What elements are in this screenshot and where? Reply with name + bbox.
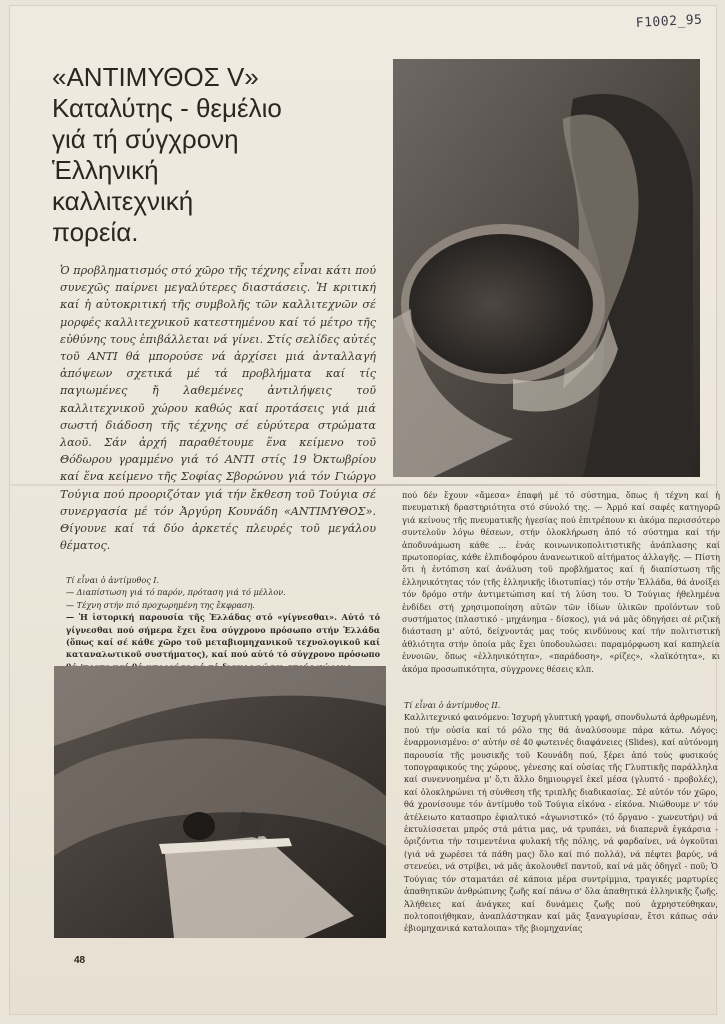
archive-reference: F1002_95 (635, 12, 703, 31)
section-body: Καλλιτεχνικό φαινόμενο: Ἰσχυρή γλυπτική γραφή, σπονδυλωτά ἀρθρωμένη, πού τήν οὐσία καί τό ρόλο της θά ἀναλύσουμε πάρα κάτω. Λόγος: ἐναρμονισμένο: σ' αὐτήν σέ 40 φωτεινές διαφάνειες (Slides), καί αὐτόνομη παρουσία τῆς μουσικῆς τοῦ Κουνάδη πού, ξέρει ἀπό τούς φυσικούς τοπογραφικούς της χώρους, γένεσης καί οὐσίας τῆς Γλυπτικῆς παράλληλα καί συνεννοημένα μ' ὅ,τι ἄλλο δημιουργεῖ ἐκεῖ μέσα (γλυπτό - προβολές), καί ὁλοκληρώνει τή σύνθεση τῆς τριπλῆς διαδικασίας. Σέ αὐτόν τόν χῶρο, θά χρονίσουμε τόν ἀντίμυθο τοῦ Τούγια εἰκόνα - εἰκόνα. Νιώθουμε ν' τόν ἀτέλειωτο κατασπρο ἐφιαλτικό «ἀγωνιστικό» (τό ὄργανο - χωνευτήρι) νά ἐκτυλίσσεται μπρός στά μάτια μας, νά τρυπάει, νά διαπερνᾶ ἐγκάρσια - ὁριζόντια τήν τσιμεντένια φυλακή τῆς πόλης, νά φαρδαίνει, νά ὀγκοῦται (γιά νά χωρέσει τά πάθη μας) ὅλο καί πιό πολλά), νά πέφτει βαρύς, νά στενεύει, νά στρίβει, νά μᾶς ἀκολουθεῖ παντοῦ, καί νά μᾶς ὁδηγεῖ - ποῦ; Ὁ Τούγιας τόν σταματάει σέ κάποια μέρα συντρίμμια, τραγικές μαρτυρίες ἀπαθητικῶν ἀνθρώπινης ζωῆς καί πάνω σ' ὅλα ἀπαθητικά ἐλληνικῆς ζωῆς. Ἀλήθειες καί ἀνάγκες καί δυνάμεις ζωῆς πού ἀχρηστεύθηκαν, πολτοποιήθηκαν, ἀναπλάστηκαν καί μᾶς ξαναγυρίσαν, ἔτσι κάπως σάν ἑβιομηχανικά καταλοιπα» τῆς βιομηχανίας (404, 712, 718, 934)
section-antimythos-2 (404, 699, 718, 937)
title-line: γιά τή σύγχρονη (52, 124, 239, 154)
section-item: — Διαπίστωση γιά τό παρόν, πρόταση γιά τό μέλλον. (66, 587, 286, 598)
section-item: — Τέχνη στήν πιό προχωρημένη της ἔκφραση. (66, 599, 255, 610)
page-number: 48 (74, 955, 86, 966)
section-antimythos-1 (66, 574, 380, 660)
title-line: πορεία. (52, 217, 139, 247)
article-title (52, 62, 362, 262)
section-antimythos-1-continued: πού δέν ἔχουν «ἄμεσα» ἐπαφή μέ τό σύστημα, ὅπως ἡ τέχνη καί ἡ πνευματική δραστηριότητα στό σύνολό της. — Ἀρμό καί σαφές κατηγορῶ γιά κείνους τῆς πνευματικῆς ἡγεσίας πού ἐπιτρέπουν κι ἀκόμα περισσότερο συντελοῦν λόγω θέσεων, στήν ὁλοκλήρωση ἀπό τό σύστημα καί τήν ἀποδυνάμωση κάθε ... ἑνάς κοινωνικοπολιτιστικῆς ἀνάπλασης καί πρωτοπορίας, κάθε ἐλπιδοφόρου ἀνανεωτικοῦ αἰτήματος ἀλλαγῆς. — Πίστη ὅτι ἡ ἐντόπιση καί ἀνάλυση τοῦ προβλήματος καί ἡ διαπίστωση τῆς ἑλληνικότητας τόν (τῆς ἑλληνικῆς ἰδιοτυπίας) τόν στήν Ἑλλάδα, θά ἀνοίξει τόν δρόμο στήν ἀντιμετώπιση καί τή λύση του. Ὁ Τούγιας ἠθελημένα ἐνδίδει στή χρησιμοποίηση αὐτῶν τῶν ἰδίων ὑλικῶν προϊόντων τοῦ συστήματος (πλαστικό - μηχάνημα - δίσκος), γιά νά μᾶς ὁδηγήσει σέ ριζική διάσταση μ' αὐτό, δείχνοντάς μας τούς κινδύνους καί τήν πολιτιστική ἀθλιότητα στήν ὁποία μᾶς ἔχει ὑποδουλώσει: παραμόρφωση καί καπηλεία ἐννοιῶν, ὅπως «ἑλληνικότητα», «παράδοση», «ρίζες», «λαϊκότητα», κι ἀκόμα προσωπικότητα, σύγχρονες θέσεις κλπ. (402, 490, 720, 674)
title-line: Ἑλληνική (52, 155, 159, 185)
sculpture-photo-tube (393, 59, 700, 477)
section-heading: Τί εἶναι ὁ ἀντίμυθος Ι. (66, 575, 160, 585)
intro-paragraph: Ὁ προβληματισμός στό χῶρο τῆς τέχνης εἶναι κάτι πού συνεχῶς παίρνει μεγαλύτερες διαστάσεις. Ἡ κριτική καί ἡ αὐτοκριτική τῆς συμβολῆς τῶν καλλιτεχνῶν σέ μορφές καλλιτεχνικοῦ κατεστημένου καί τό μέτρο τῆς εὐθύνης τους ἐπιβάλλεται νά γίνει. Στίς σελίδες αὐτές τοῦ ΑΝΤΙ θά μπορούσε νά ἀρχίσει μιά ἀνταλλαγή ἀπόψεων σχετικά μέ τά προβλήματα καί τίς παγιωμένες ἤ λαθεμένες ἀντιλήψεις τοῦ καλλιτεχνικοῦ χώρου καθώς καί προτάσεις γιά μιά σωστή διάδοση τῆς τέχνης σέ εὐρύτερα στρώματα λαοῦ. Σάν ἀρχή παραθέτουμε ἕνα κείμενο τοῦ Θόδωρου γραμμένο γιά τό ΑΝΤΙ στίς 19 Ὀκτωβρίου καί ἕνα κείμενο τῆς Σοφίας Σβορώνου γιά τόν Γιώργο Τούγια πού προοριζόταν γιά τήν ἔκθεση τοῦ Τούγια σέ συνεργασία μέ τόν Ἀργύρη Κουνάδη «ΑΝΤΙΜΥΘΟΣ». Θίγουνε καί τά δύο ἀρκετές πλευρές τοῦ μεγάλου θέματος. (60, 264, 376, 553)
title-line: Καταλύτης - θεμέλιο (52, 93, 282, 123)
sculpture-photo-table (54, 666, 386, 938)
section-item: — Ἡ ἱστορική παρουσία τῆς Ἑλλάδας στό «γίγνεσθαι». Αὐτό τό γίγνεσθαι πού σήμερα ἔχει ἕνα σύγχρονο πρόσωπο στήν Ἑλλάδα (ὅπως καί σέ κάθε χῶρο τοῦ μεταβιομηχανικοῦ τεχνολογικοῦ καί καταναλωτικοῦ συστήματος), καί πού αὐτό τό σύγχρονο πρόσωπο (66, 612, 380, 660)
section-heading: Τί εἶναι ὁ ἀντίμυθος ΙΙ. (404, 700, 501, 710)
title-line: «ΑΝΤΙΜΥΘΟΣ V» (52, 62, 259, 92)
title-line: καλλιτεχνική (52, 186, 194, 216)
